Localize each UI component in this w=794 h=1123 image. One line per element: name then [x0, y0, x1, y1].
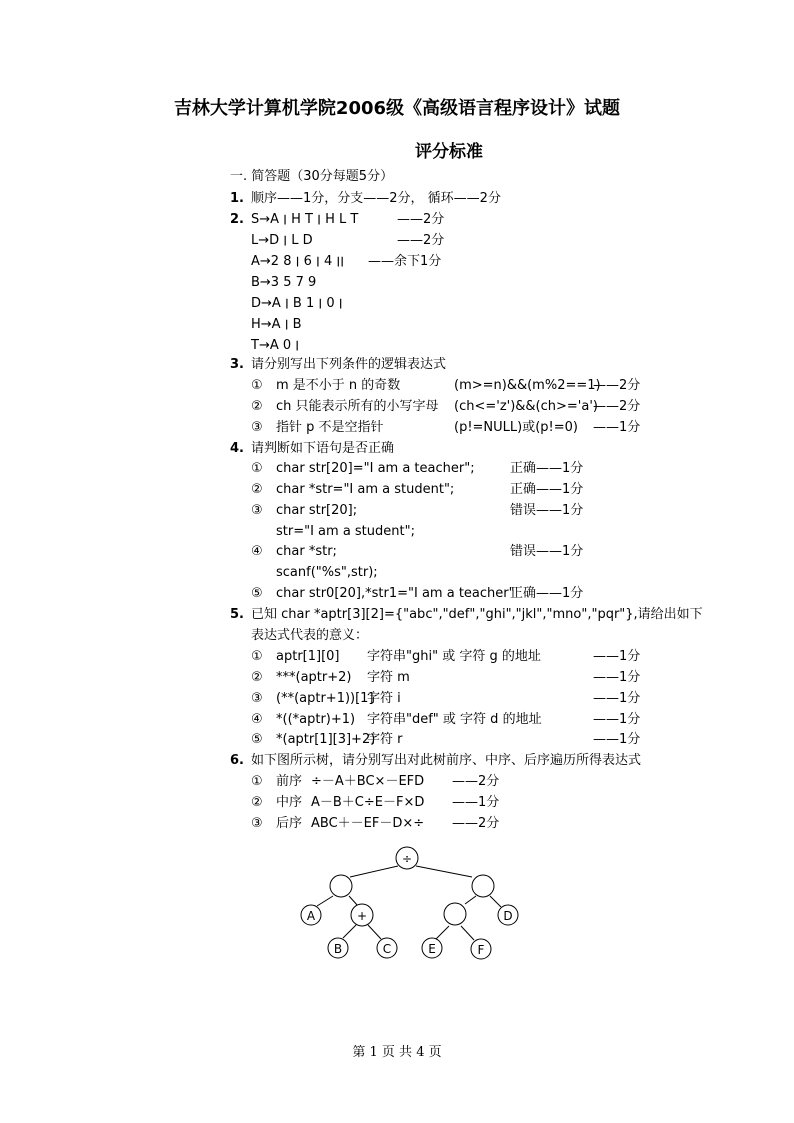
q4-mark: ④: [251, 544, 263, 559]
q2-score: ——2分: [397, 233, 445, 248]
q3-expr: (p!=NULL)或(p!=0): [454, 420, 578, 435]
q4-verdict: 正确——1分: [510, 586, 584, 601]
tree-node-right: [472, 875, 494, 897]
q6-expr: ÷－A＋BC×－EFD: [311, 774, 425, 789]
q4-verdict: 错误——1分: [510, 503, 584, 518]
q1-number: 1.: [230, 191, 244, 206]
q5-expr: ***(aptr+2): [276, 670, 352, 685]
q5-meaning: 字符串"def" 或 字符 d 的地址: [367, 712, 542, 727]
q2-expr: B→3 5 7 9: [251, 275, 317, 290]
q4-mark: ③: [251, 503, 263, 518]
q4-verdict: 正确——1分: [510, 461, 584, 476]
section-heading: 一. 简答题（30分每题5分）: [230, 169, 394, 184]
q5-expr: aptr[1][0]: [276, 649, 340, 664]
q2-score: ——2分: [397, 212, 445, 227]
q6-mark: ②: [251, 795, 263, 810]
q6-number: 6.: [230, 753, 244, 768]
q5-expr: *((*aptr)+1): [276, 712, 356, 727]
q5-mark: ③: [251, 691, 263, 706]
q5-mark: ④: [251, 712, 263, 727]
q5-meaning: 字符 i: [367, 691, 401, 706]
q2-score: ——余下1分: [368, 254, 442, 269]
q5-mark: ②: [251, 670, 263, 685]
q4-verdict: 正确——1分: [510, 482, 584, 497]
q5-score: ——1分: [593, 732, 641, 747]
q3-expr: (m>=n)&&(m%2==1): [454, 378, 601, 393]
q2-expr: H→A ׀ B: [251, 317, 302, 332]
q6-score: ——1分: [452, 795, 500, 810]
q5-score: ——1分: [593, 670, 641, 685]
q3-score: ——2分: [593, 378, 641, 393]
tree-node-left: [330, 875, 352, 897]
q4-verdict: 错误——1分: [510, 544, 584, 559]
q6-expr: ABC＋－EF－D×÷: [311, 816, 425, 831]
q2-expr: S→A ׀ H T ׀ H L T: [251, 212, 359, 227]
q2-expr: L→D ׀ L D: [251, 233, 313, 248]
tree-label-plus: +: [356, 909, 368, 923]
q5-expr: (**(aptr+1))[1]: [276, 691, 374, 706]
q6-mark: ③: [251, 816, 263, 831]
q2-number: 2.: [230, 212, 244, 227]
q6-label: 后序: [276, 816, 303, 831]
tree-label-c: C: [382, 942, 392, 956]
q6-score: ——2分: [452, 774, 500, 789]
q4-code: char *str;: [276, 544, 337, 559]
q3-desc: m 是不小于 n 的奇数: [276, 378, 401, 393]
q4-code: scanf("%s",str);: [276, 565, 378, 580]
q5-text: 已知 char *aptr[3][2]={"abc","def","ghi","jkl","mno","pqr"},请给出如下: [251, 607, 703, 622]
q5-score: ——1分: [593, 712, 641, 727]
q3-desc: ch 只能表示所有的小写字母: [276, 399, 439, 414]
tree-label-d: D: [503, 909, 513, 923]
q4-code: char str0[20],*str1="I am a teacher": [276, 586, 515, 601]
q2-expr: A→2 ׀׀ 4 ׀ 6 ׀ 8: [251, 254, 345, 269]
q3-desc: 指针 p 不是空指针: [276, 420, 384, 435]
q3-score: ——2分: [593, 399, 641, 414]
q5-meaning: 字符串"ghi" 或 字符 g 的地址: [367, 649, 541, 664]
q2-expr: T→A ׀ 0: [251, 338, 300, 353]
q5-meaning: 字符 r: [367, 732, 403, 747]
q2-expr: D→A ׀ B ׀ 0 ׀ 1: [251, 296, 343, 311]
q3-text: 请分别写出下列条件的逻辑表达式: [251, 357, 447, 372]
q3-mark: ③: [251, 420, 263, 435]
page-title: 吉林大学计算机学院2006级《高级语言程序设计》试题: [173, 98, 621, 119]
q4-mark: ⑤: [251, 586, 263, 601]
q5-meaning: 字符 m: [367, 670, 410, 685]
q3-mark: ②: [251, 399, 263, 414]
q4-mark: ②: [251, 482, 263, 497]
q3-expr: (ch<='z')&&(ch>='a'): [454, 399, 598, 414]
q3-number: 3.: [230, 357, 244, 372]
tree-node-mid: [444, 903, 466, 925]
q5-score: ——1分: [593, 691, 641, 706]
q5-score: ——1分: [593, 649, 641, 664]
tree-label-e: E: [428, 942, 436, 956]
page-subtitle: 评分标准: [415, 142, 483, 162]
q3-score: ——1分: [593, 420, 641, 435]
q6-label: 中序: [276, 795, 303, 810]
tree-label-a: A: [306, 909, 316, 923]
tree-label-f: F: [477, 943, 485, 957]
q4-text: 请判断如下语句是否正确: [251, 441, 395, 456]
q5-mark: ①: [251, 649, 263, 664]
q6-expr: A－B＋C÷E－F×D: [311, 795, 425, 810]
q3-mark: ①: [251, 378, 263, 393]
tree-label-root: ÷: [401, 852, 413, 866]
q4-code: char str[20];: [276, 503, 358, 518]
q5-expr: *(aptr[1][3]+2): [276, 732, 376, 747]
q6-mark: ①: [251, 774, 263, 789]
q4-code: char str[20]="I am a teacher";: [276, 461, 475, 476]
q5-number: 5.: [230, 607, 244, 622]
tree-label-b: B: [333, 942, 343, 956]
q4-mark: ①: [251, 461, 263, 476]
page-footer: 第 1 页 共 4 页: [352, 1045, 442, 1060]
q4-number: 4.: [230, 441, 244, 456]
q6-label: 前序: [276, 774, 303, 789]
q5-mark: ⑤: [251, 732, 263, 747]
q5-text-cont: 表达式代表的意义：: [251, 628, 369, 643]
q1-text: 顺序——1分，分支——2分， 循环——2分: [251, 191, 501, 206]
q4-code: str="I am a student";: [276, 524, 415, 539]
q4-code: char *str="I am a student";: [276, 482, 455, 497]
q6-text: 如下图所示树，请分别写出对此树前序、中序、后序遍历所得表达式: [251, 753, 642, 768]
q6-score: ——2分: [452, 816, 500, 831]
